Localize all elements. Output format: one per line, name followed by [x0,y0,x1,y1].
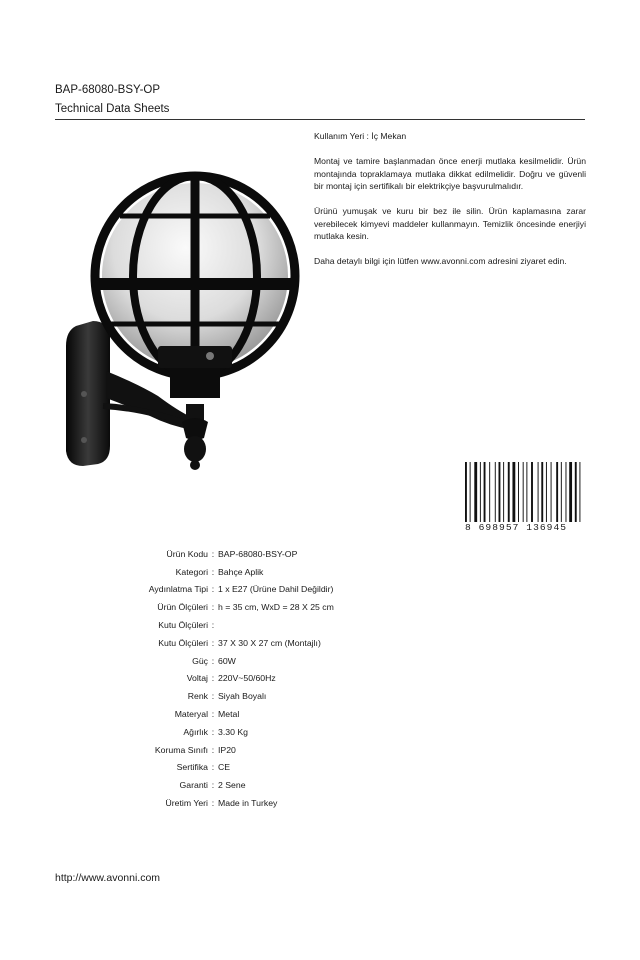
barcode-number: 8 698957 136945 [463,522,586,533]
spec-separator: : [211,691,215,702]
safety-paragraph: Montaj ve tamire başlanmadan önce enerji mutlaka kesilmelidir. Ürün montajında topraklamaya mutlaka dikkat edilmelidir. Doğru ve güvenli bir montaj için sertifikalı bir elektrikçiye başvurulmalıdır. [314,155,586,192]
spec-label: Ağırlık [183,726,208,737]
spec-row [80,652,580,670]
spec-label: Üretim Yeri [165,798,208,809]
spec-value: Bahçe Aplik [218,566,264,577]
spec-row [80,723,580,741]
spec-value: h = 35 cm, WxD = 28 X 25 cm [218,602,334,613]
spec-row [80,581,580,599]
spec-separator: : [211,762,215,773]
spec-value: 2 Sene [218,780,246,791]
datasheet-subtitle: Technical Data Sheets [55,103,170,115]
spec-row [80,545,580,563]
product-code-heading: BAP-68080-BSY-OP [55,84,161,96]
spec-row [80,670,580,688]
spec-label: Garanti [179,780,208,791]
spec-label: Materyal [174,709,208,720]
spec-row [80,634,580,652]
spec-value: 1 x E27 (Ürüne Dahil Değildir) [218,584,334,595]
spec-separator: : [211,620,215,631]
footer-website-link[interactable]: http://www.avonni.com [55,872,161,884]
header-divider [55,119,585,120]
spec-table [80,545,580,812]
spec-row [80,563,580,581]
spec-row [80,759,580,777]
spec-separator: : [211,566,215,577]
cleaning-paragraph: Ürünü yumuşak ve kuru bir bez ile silin. Ürün kaplamasına zarar verebilecek kimyevi maddeler kullanmayın. Temizlik öncesinde enerjiyi mutlaka kesin. [314,206,586,242]
spec-label: Aydınlatma Tipi [148,584,208,595]
spec-label: Güç [192,655,208,666]
spec-value: BAP-68080-BSY-OP [218,548,298,559]
spec-label: Sertifika [176,762,208,773]
spec-row [80,705,580,723]
spec-row [80,598,580,616]
spec-value: CE [218,762,231,773]
spec-separator: : [211,744,215,755]
spec-separator: : [211,655,215,666]
info-block [314,130,586,280]
spec-value: Siyah Boyalı [218,691,267,702]
spec-value: 3.30 Kg [218,726,248,737]
spec-separator: : [211,637,215,648]
spec-separator: : [211,673,215,684]
spec-separator: : [211,780,215,791]
website-paragraph: Daha detaylı bilgi için lütfen www.avonni.com adresini ziyaret edin. [314,256,567,267]
spec-separator: : [211,709,215,720]
spec-label: Kutu Ölçüleri [158,637,208,648]
spec-value: Metal [218,709,240,720]
spec-label: Kategori [175,566,208,577]
lamp-product-image [58,166,303,471]
spec-label: Ürün Ölçüleri [157,602,208,613]
spec-separator: : [211,798,215,809]
spec-separator: : [211,584,215,595]
spec-row [80,687,580,705]
spec-row [80,776,580,794]
spec-label: Voltaj [186,673,208,684]
spec-separator: : [211,726,215,737]
spec-value: 220V~50/60Hz [218,673,276,684]
spec-value: IP20 [218,744,236,755]
spec-row [80,741,580,759]
spec-value: 60W [218,655,236,666]
spec-label: Renk [187,691,208,702]
spec-label: Kutu Ölçüleri [158,620,208,631]
spec-separator: : [211,602,215,613]
spec-value: 37 X 30 X 27 cm (Montajlı) [218,637,321,648]
spec-row [80,794,580,812]
spec-value: Made in Turkey [218,798,278,809]
spec-label: Koruma Sınıfı [154,744,208,755]
spec-separator: : [211,548,215,559]
spec-row [80,616,580,634]
spec-label: Ürün Kodu [166,548,208,559]
usage-text: Kullanım Yeri : İç Mekan [314,131,407,141]
